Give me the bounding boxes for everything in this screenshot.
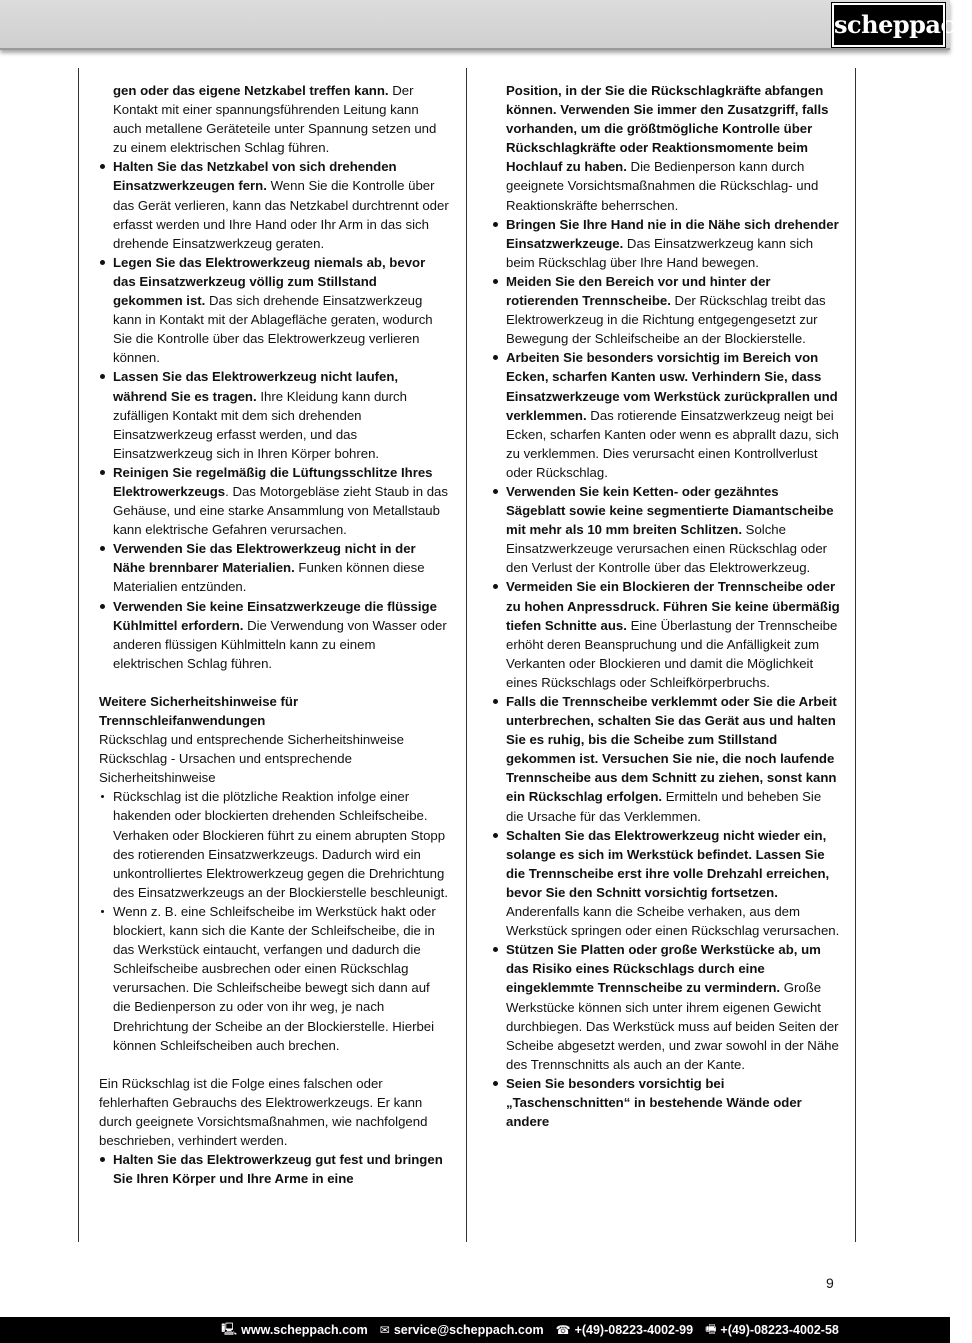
list-item: [492, 1074, 840, 1131]
phone-number: +(49)-08223-4002-99: [574, 1323, 694, 1337]
list-item: [492, 482, 840, 577]
list-item: [99, 367, 449, 462]
list-item: [492, 348, 840, 482]
list-item: [492, 215, 840, 272]
list-item-text: Das sich drehende Einsatzwerkzeug kann in Kontakt mit der Ablagefläche geraten, wodurch Sie die Kontrolle über das Elektrowerkzeug verlieren können.: [113, 293, 433, 366]
footer-fax: [705, 1320, 839, 1341]
column-rule-right: [855, 68, 856, 1242]
list-item-bold: Falls die Trennscheibe verklemmt oder Sie die Arbeit unterbrechen, schalten Sie das Gerät aus und halten Sie es ruhig, bis die Scheibe zum Stillstand gekommen ist. Versuchen Sie nie, die noch laufende Trennscheibe aus dem Schnitt zu ziehen, sonst kann ein Rückschlag erfolgen.: [506, 694, 837, 805]
fax-number: +(49)-08223-4002-58: [720, 1323, 839, 1337]
list-item-bold: Lassen Sie das Elektrowerkzeug nicht laufen, während Sie es tragen.: [113, 369, 399, 404]
column-rule-middle: [466, 68, 467, 1242]
list-item-bold: Verwenden Sie kein Ketten- oder gezähntes Sägeblatt sowie keine segmentierte Diamantscheibe mit mehr als 10 mm breiten Schlitzen.: [506, 483, 834, 538]
list-item: [492, 577, 840, 692]
footer-phone: [556, 1323, 693, 1337]
list-item-text: Das Einsatzwerkzeug kann sich beim Rückschlag über Ihre Hand bewegen.: [506, 235, 814, 270]
list-item-text: Der Kontakt mit einer spannungsführenden Leitung kann auch metallene Geräteteile unter Spannung setzen und zu einem elektrischen Schlag führen.: [113, 83, 437, 156]
scheppach-logo: scheppach: [832, 3, 945, 47]
computer-icon: 🖳: [221, 1321, 238, 1336]
list-item-text: Das rotierende Einsatzwerkzeug neigt bei Ecken, scharfen Kanten oder wenn es abprallt dazu, sich zu verklemmen. Dies verursacht einen Kontrollverlust oder Rückschlag.: [506, 407, 839, 480]
page-number: 9: [826, 1275, 834, 1291]
list-item-bold: Vermeiden Sie ein Blockieren der Trennscheibe oder zu hohen Anpressdruck. Führen Sie keine übermäßig tiefen Schnitte aus.: [506, 579, 840, 633]
spacer: [99, 1055, 449, 1074]
list-item: [99, 539, 449, 596]
footer-bar: [0, 1317, 950, 1343]
list-item-bold: Meiden Sie den Bereich vor und hinter der rotierenden Trennscheibe.: [506, 273, 771, 309]
list-item-bold: Stützen Sie Platten oder große Werkstücke ab, um das Risiko eines Rückschlags durch eine eingeklemmte Trennscheibe zu vermindern.: [506, 942, 821, 996]
fax-icon: 🖷: [705, 1321, 717, 1336]
spacer: [99, 673, 449, 692]
list-item: [492, 272, 840, 348]
list-item-bold: gen oder das eigene Netzkabel treffen kann.: [113, 83, 389, 98]
list-item-bold: Seien Sie besonders vorsichtig bei „Taschenschnitten“ in bestehende Wände oder andere: [506, 1075, 802, 1130]
list-item-bold: Bringen Sie Ihre Hand nie in die Nähe sich drehender Einsatzwerkzeuge.: [506, 216, 839, 251]
list-item-text: Die Bedienperson kann durch geeignete Vorsichtsmaßnahmen die Rückschlag- und Reaktionskräfte beherrschen.: [506, 159, 819, 213]
list-item-text: Große Werkstücke können sich unter ihrem eigenen Gewicht durchbiegen. Das Werkstück muss auf beiden Seiten der Scheibe abgesetzt werden, und zwar sowohl in der Nähe des Trennschnitts als auch an der Kante.: [506, 980, 839, 1072]
list-item-bold: Verwenden Sie keine Einsatzwerkzeuge die flüssige Kühlmittel erfordern.: [113, 598, 437, 633]
list-item-bold: Legen Sie das Elektrowerkzeug niemals ab, bevor das Einsatzwerkzeug völlig zum Stillstand gekommen ist.: [113, 254, 426, 309]
list-item-continued: [492, 81, 840, 215]
website-link[interactable]: www.scheppach.com: [241, 1323, 368, 1337]
list-item-bold: Schalten Sie das Elektrowerkzeug nicht wieder ein, solange es sich im Werkstück befindet. Lassen Sie die Trennscheibe erst ihre volle Drehzahl erreichen, bevor Sie den Schnitt vorsichtig fortsetzen.: [506, 827, 830, 900]
list-item-text: Ermitteln und beheben Sie die Ursache für das Verklemmen.: [506, 789, 822, 824]
list-item: [99, 463, 449, 539]
list-item-bold: Halten Sie das Elektrowerkzeug gut fest und bringen Sie Ihren Körper und Ihre Arme in eine: [113, 1152, 443, 1187]
list-item-text: Der Rückschlag treibt das Elektrowerkzeug in die Richtung entgegengesetzt zur Bewegung der Schleifscheibe an der Blockierstelle.: [506, 293, 826, 347]
paragraph: Rückschlag - Ursachen und entsprechende Sicherheitshinweise: [99, 751, 352, 786]
list-item: [99, 157, 449, 252]
column-rule-left: [78, 68, 79, 1242]
list-item-text: Anderenfalls kann die Scheibe verhaken, aus dem Werkstück springen oder einen Rückschlag verursachen.: [506, 904, 840, 939]
list-item: Rückschlag ist die plötzliche Reaktion infolge einer hakenden oder blockierten drehenden Schleifscheibe. Verhaken oder Blockieren führt zu einem abrupten Stopp des rotierenden Einsatzwerkzeugs. Dadurch wird ein unkontrolliertes Elektrowerkzeug gegen die Drehrichtung des Einsatzwerkzeugs an der Blockierstelle beschleunigt.: [99, 787, 449, 902]
list-item-bold: Halten Sie das Netzkabel von sich drehenden Einsatzwerkzeugen fern.: [113, 159, 397, 194]
list-item: [492, 826, 840, 941]
right-column: [492, 81, 840, 1131]
list-item: Wenn z. B. eine Schleifscheibe im Werkstück hakt oder blockiert, kann sich die Kante der Schleifscheibe, die in das Werkstück eintaucht, verfangen und dadurch die Schleifscheibe ausbrechen oder einen Rückschlag verursachen. Die Schleifscheibe bewegt sich dann auf die Bedienperson zu oder von ihr weg, je nach Drehrichtung der Scheibe an der Blockierstelle. Hierbei können Schleifscheiben auch brechen.: [99, 902, 449, 1055]
section-heading: Weitere Sicherheitshinweise für Trennschleifanwendungen: [99, 693, 299, 728]
list-item-text: Die Verwendung von Wasser oder anderen flüssigen Kühlmitteln kann zu einem elektrischen Schlag führen.: [113, 617, 447, 671]
list-item-bold: Position, in der Sie die Rückschlagkräfte abfangen können. Verwenden Sie immer den Zusatzgriff, falls vorhanden, um die größtmögliche Kontrolle über Rückschlagkräfte oder Reaktionsmomente beim Hochlauf zu haben.: [506, 83, 829, 175]
list-item: [99, 253, 449, 368]
paragraph: Ein Rückschlag ist die Folge eines falschen oder fehlerhaften Gebrauchs des Elektrowerkzeugs. Er kann durch geeignete Vorsichtsmaßnahmen, wie nachfolgend beschrieben, verhindert werden.: [99, 1075, 428, 1148]
list-item-continued: [99, 81, 449, 157]
list-item-text: Eine Überlastung der Trennscheibe erhöht deren Beanspruchung und die Anfälligkeit zum Verkanten oder Blockieren und damit die Möglichkeit eines Rückschlags oder Schleifkörperbruchs.: [506, 617, 838, 690]
list-item: [99, 597, 449, 673]
list-item-text: Wenn Sie die Kontrolle über das Gerät verlieren, kann das Netzkabel durchtrennt oder erfasst werden und Ihre Hand oder Ihr Arm in das sich drehende Einsatzwerkzeug geraten.: [113, 178, 449, 251]
list-item-bold: Reinigen Sie regelmäßig die Lüftungsschlitze Ihres Elektrowerkzeugs: [113, 464, 433, 499]
list-item-text: Ihre Kleidung kann durch zufälligen Kontakt mit dem sich drehenden Einsatzwerkzeug erfasst werden, und das Einsatzwerkzeug sich in Ihren Körper bohren.: [113, 388, 407, 461]
footer-website[interactable]: [221, 1320, 368, 1341]
list-item: [492, 692, 840, 826]
list-item-text: Funken können diese Materialien entzünden.: [113, 560, 425, 595]
list-item: [492, 940, 840, 1074]
paragraph: Rückschlag und entsprechende Sicherheitshinweise: [99, 732, 404, 748]
footer-email[interactable]: [380, 1323, 544, 1337]
email-link[interactable]: service@scheppach.com: [393, 1323, 544, 1337]
left-column: [99, 81, 449, 1188]
list-item-bold: Arbeiten Sie besonders vorsichtig im Bereich von Ecken, scharfen Kanten usw. Verhindern Sie, dass Einsatzwerkzeuge vom Werkstück zurückprallen und verklemmen.: [506, 350, 838, 423]
list-item-text: . Das Motorgebläse zieht Staub in das Gehäuse, und eine starke Ansammlung von Metallstaub kann elektrische Gefahren verursachen.: [113, 483, 448, 538]
list-item-text: Solche Einsatzwerkzeuge verursachen einen Rückschlag oder den Verlust der Kontrolle über das Elektrowerkzeug.: [506, 522, 828, 576]
list-item: [99, 1150, 449, 1188]
header-bar: [0, 0, 972, 50]
list-item-bold: Verwenden Sie das Elektrowerkzeug nicht in der Nähe brennbarer Materialien.: [113, 541, 416, 576]
phone-icon: ☎: [555, 1323, 571, 1337]
mail-icon: ✉: [379, 1323, 390, 1337]
